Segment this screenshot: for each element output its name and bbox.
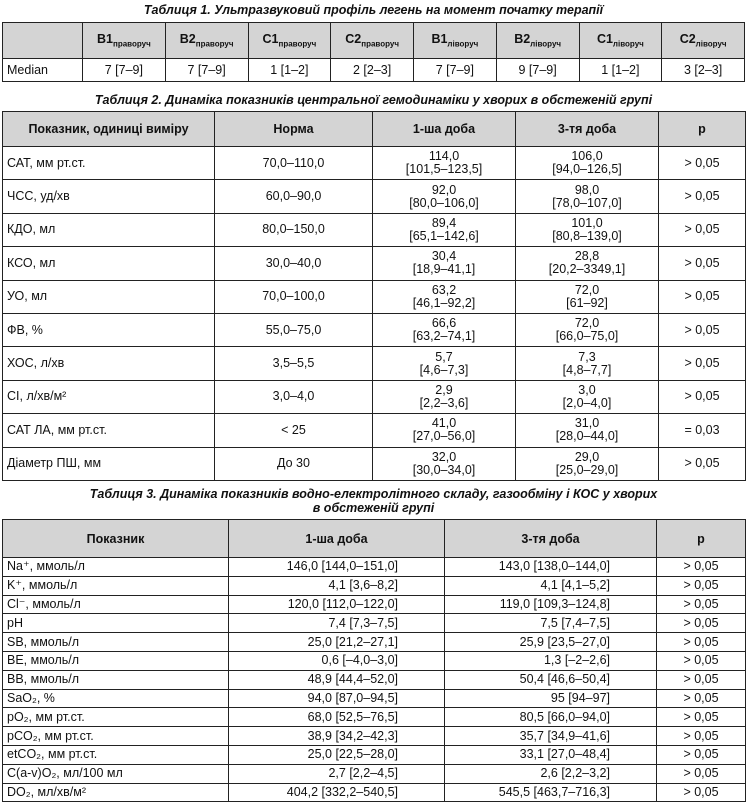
table2-d3-cell [516, 147, 659, 180]
table2-d1-range: [46,1–92,2] [412, 295, 476, 310]
table2-d1-median: 41,0 [431, 416, 457, 431]
table1-header-sub: праворуч [195, 39, 234, 49]
table2-header-cell: Норма [215, 112, 373, 147]
table2-d3-range: [2,0–4,0] [562, 395, 612, 410]
table3-d3-cell: 80,5 [66,0–94,0] [445, 708, 657, 727]
table2-norm-cell: 3,5–5,5 [215, 347, 373, 380]
table3-header-cell: Показник [3, 520, 229, 558]
table2-d3-range: [78,0–107,0] [552, 195, 622, 210]
table1-header-cell [414, 23, 497, 59]
table3-p-cell: > 0,05 [657, 708, 746, 727]
table2-d1-cell [373, 380, 516, 413]
table3-d1-cell: 68,0 [52,5–76,5] [229, 708, 445, 727]
table1-header-main: C1 [262, 32, 279, 47]
table3-p-cell: > 0,05 [657, 614, 746, 633]
table2-d3-median: 98,0 [574, 182, 600, 197]
table2-label-cell: САТ ЛА, мм рт.ст. [3, 414, 215, 447]
table1-value-cell: 7 [7–9] [165, 59, 248, 82]
table2-d3-cell [516, 380, 659, 413]
table2-header-cell: p [659, 112, 746, 147]
table2-d1-range: [18,9–41,1] [412, 262, 476, 277]
table3-d3-cell: 545,5 [463,7–716,3] [445, 783, 657, 802]
table1-header-main: C2 [345, 32, 362, 47]
table3-row [3, 670, 746, 689]
table2-d1-cell [373, 247, 516, 280]
table2-header-cell: Показник, одиниці виміру [3, 112, 215, 147]
table1-header-cell [496, 23, 579, 59]
table3-row [3, 651, 746, 670]
table3-p-cell: > 0,05 [657, 764, 746, 783]
table2-d1-median: 89,4 [431, 215, 457, 230]
table3-p-cell: > 0,05 [657, 783, 746, 802]
table2-row [3, 213, 746, 246]
table2-d3-range: [94,0–126,5] [552, 162, 622, 177]
table3-row [3, 745, 746, 764]
table2-d3-median: 72,0 [574, 282, 600, 297]
table3-p-cell: > 0,05 [657, 651, 746, 670]
table3-row [3, 595, 746, 614]
table2-norm-cell: 3,0–4,0 [215, 380, 373, 413]
table2-d3-median: 7,3 [578, 349, 596, 364]
table2-d3-range: [61–92] [566, 295, 608, 310]
table3-body [3, 558, 746, 802]
table1-value-cell: 1 [1–2] [248, 59, 331, 82]
table2-label-cell: КДО, мл [3, 213, 215, 246]
table3-p-cell: > 0,05 [657, 576, 746, 595]
table2-norm-cell: 30,0–40,0 [215, 247, 373, 280]
table3-label-cell: DO₂, мл/хв/м² [3, 783, 229, 802]
table1-header-cell [579, 23, 662, 59]
table1-row-label: Median [3, 59, 83, 82]
table2-label-cell: САТ, мм рт.ст. [3, 147, 215, 180]
table1-value-cell: 7 [7–9] [414, 59, 497, 82]
table2-d1-range: [30,0–34,0] [412, 462, 476, 477]
table1-header-main: C1 [596, 32, 613, 47]
table2-d1-median: 66,6 [431, 316, 457, 331]
table2-d3-cell [516, 247, 659, 280]
table2-caption: Таблиця 2. Динаміка показників центральної гемодинаміки у хворих в обстеженій групі [94, 93, 653, 107]
table3-d3-cell: 50,4 [46,6–50,4] [445, 670, 657, 689]
table2-d1-median: 63,2 [431, 282, 457, 297]
table3-d3-cell: 25,9 [23,5–27,0] [445, 633, 657, 652]
table2-d3-median: 101,0 [571, 215, 603, 230]
table3-d1-cell: 404,2 [332,2–540,5] [229, 783, 445, 802]
table1-value-cell: 2 [2–3] [331, 59, 414, 82]
table3-label-cell: BE, ммоль/л [3, 651, 229, 670]
table3-header-cell: 3-тя доба [445, 520, 657, 558]
table2-d1-range: [4,6–7,3] [419, 362, 469, 377]
table2-row [3, 147, 746, 180]
table2-norm-cell: 60,0–90,0 [215, 180, 373, 213]
table3-d1-cell: 120,0 [112,0–122,0] [229, 595, 445, 614]
table1-header-main: B2 [179, 32, 196, 47]
table2-d3-median: 31,0 [574, 416, 600, 431]
table2-d1-range: [2,2–3,6] [419, 395, 469, 410]
table2-label-cell: ЧСС, уд/хв [3, 180, 215, 213]
table2-p-cell: > 0,05 [659, 313, 746, 346]
table2-norm-cell: 80,0–150,0 [215, 213, 373, 246]
table2-d1-cell [373, 180, 516, 213]
table1-header-cell [83, 23, 166, 59]
table2-p-cell: > 0,05 [659, 447, 746, 480]
table2-norm-cell: 70,0–100,0 [215, 280, 373, 313]
table3-header-row [3, 520, 746, 558]
table2-p-cell: > 0,05 [659, 247, 746, 280]
table1-value-cell: 1 [1–2] [579, 59, 662, 82]
table3-d3-cell: 4,1 [4,1–5,2] [445, 576, 657, 595]
table2-d1-range: [27,0–56,0] [412, 429, 476, 444]
table2-d1-range: [65,1–142,6] [409, 228, 479, 243]
table2-d3-cell [516, 447, 659, 480]
table3-p-cell: > 0,05 [657, 689, 746, 708]
table3-row [3, 708, 746, 727]
table2-label-cell: CI, л/хв/м² [3, 380, 215, 413]
table1-header-sub: ліворуч [612, 39, 644, 49]
table3-d1-cell: 25,0 [21,2–27,1] [229, 633, 445, 652]
table3-p-cell: > 0,05 [657, 670, 746, 689]
table1-header-main: B1 [97, 32, 113, 47]
table2-d1-cell [373, 213, 516, 246]
table1-header-cell [248, 23, 331, 59]
table2-row [3, 280, 746, 313]
table3-label-cell: Cl⁻, ммоль/л [3, 595, 229, 614]
table1-median-row [3, 59, 745, 82]
table1-value-cell: 3 [2–3] [662, 59, 745, 82]
table3-p-cell: > 0,05 [657, 727, 746, 746]
table3-d3-cell: 119,0 [109,3–124,8] [445, 595, 657, 614]
table3-caption-line2: в обстеженій групі [312, 501, 435, 515]
table3-header-cell: 1-ша доба [229, 520, 445, 558]
table3-d1-cell: 94,0 [87,0–94,5] [229, 689, 445, 708]
table2-d1-cell [373, 347, 516, 380]
table2-header-cell: 3-тя доба [516, 112, 659, 147]
table2-d3-cell [516, 313, 659, 346]
table1-header-main: B1 [431, 32, 448, 47]
table3-d3-cell: 95 [94–97] [445, 689, 657, 708]
table2-d3-cell [516, 280, 659, 313]
table2-d3-range: [4,8–7,7] [562, 362, 612, 377]
table2-row [3, 347, 746, 380]
table3-row [3, 783, 746, 802]
table2-d1-median: 2,9 [435, 382, 453, 397]
table3-p-cell: > 0,05 [657, 745, 746, 764]
table2-d1-median: 114,0 [428, 149, 460, 164]
table2-row [3, 380, 746, 413]
table2-d3-cell [516, 180, 659, 213]
table3-d1-cell: 146,0 [144,0–151,0] [229, 558, 445, 577]
table3-d1-cell: 25,0 [22,5–28,0] [229, 745, 445, 764]
table2-d1-median: 92,0 [431, 182, 457, 197]
table2-d3-range: [66,0–75,0] [555, 329, 619, 344]
table2-norm-cell: До 30 [215, 447, 373, 480]
table1-header-cell [662, 23, 745, 59]
table3-label-cell: C(a-v)O₂, мл/100 мл [3, 764, 229, 783]
table2-label-cell: КСО, мл [3, 247, 215, 280]
table2-d1-median: 32,0 [431, 449, 457, 464]
table2-d1-median: 30,4 [431, 249, 457, 264]
table2-d1-cell [373, 447, 516, 480]
table3-header-cell: p [657, 520, 746, 558]
table2-d3-cell [516, 213, 659, 246]
table2-d3-median: 106,0 [571, 149, 603, 164]
table1-value-cell: 7 [7–9] [83, 59, 166, 82]
table3-p-cell: > 0,05 [657, 595, 746, 614]
table2-d3-range: [25,0–29,0] [555, 462, 619, 477]
table2-d3-median: 28,8 [574, 249, 600, 264]
table3-row [3, 727, 746, 746]
table3-row [3, 576, 746, 595]
table3-row [3, 764, 746, 783]
table1-value-cell: 9 [7–9] [496, 59, 579, 82]
table2-header-cell: 1-ша доба [373, 112, 516, 147]
table2-row [3, 180, 746, 213]
table3-d1-cell: 48,9 [44,4–52,0] [229, 670, 445, 689]
table1-header-sub: ліворуч [447, 39, 479, 49]
table2-d3-range: [28,0–44,0] [555, 429, 619, 444]
table1-header-sub: ліворуч [695, 39, 727, 49]
table2-label-cell: ХОС, л/хв [3, 347, 215, 380]
table2-body [3, 147, 746, 481]
table2-d1-cell [373, 414, 516, 447]
table3-d1-cell: 2,7 [2,2–4,5] [229, 764, 445, 783]
table1-header-main: B2 [514, 32, 531, 47]
table2-d1-median: 5,7 [435, 349, 453, 364]
table3-label-cell: K⁺, ммоль/л [3, 576, 229, 595]
table2-d1-cell [373, 280, 516, 313]
table3-d3-cell: 143,0 [138,0–144,0] [445, 558, 657, 577]
table3-d1-cell: 4,1 [3,6–8,2] [229, 576, 445, 595]
table1-header-sub: праворуч [361, 39, 399, 49]
table3-label-cell: BB, ммоль/л [3, 670, 229, 689]
table2-p-cell: > 0,05 [659, 280, 746, 313]
table3-p-cell: > 0,05 [657, 558, 746, 577]
table1-header-sub: ліворуч [530, 39, 562, 49]
table2 [2, 111, 746, 481]
table3-label-cell: pCO₂, мм рт.ст. [3, 727, 229, 746]
table2-d1-cell [373, 313, 516, 346]
table2-row [3, 247, 746, 280]
table2-d3-cell [516, 414, 659, 447]
table3-row [3, 633, 746, 652]
table2-d3-cell [516, 347, 659, 380]
table3-d1-cell: 0,6 [–4,0–3,0] [229, 651, 445, 670]
table3-label-cell: Na⁺, ммоль/л [3, 558, 229, 577]
table2-p-cell: > 0,05 [659, 347, 746, 380]
table2-p-cell: > 0,05 [659, 213, 746, 246]
table3-d1-cell: 7,4 [7,3–7,5] [229, 614, 445, 633]
table1-header-empty [3, 23, 83, 59]
table3-label-cell: etCO₂, мм рт.ст. [3, 745, 229, 764]
table1-header-sub: праворуч [112, 39, 151, 49]
table2-p-cell: > 0,05 [659, 147, 746, 180]
table3-row [3, 614, 746, 633]
table2-d1-range: [80,0–106,0] [409, 195, 479, 210]
table1-header-cell [331, 23, 414, 59]
table2-row [3, 414, 746, 447]
table2-d3-range: [80,8–139,0] [552, 228, 622, 243]
table1 [2, 22, 745, 82]
table3-row [3, 689, 746, 708]
table2-d1-range: [63,2–74,1] [412, 329, 476, 344]
table3-d3-cell: 2,6 [2,2–3,2] [445, 764, 657, 783]
table3-row [3, 558, 746, 577]
table2-label-cell: ФВ, % [3, 313, 215, 346]
table3-label-cell: SB, ммоль/л [3, 633, 229, 652]
table2-header-row [3, 112, 746, 147]
table3-label-cell: pO₂, мм рт.ст. [3, 708, 229, 727]
table2-d1-cell [373, 147, 516, 180]
table3-d3-cell: 33,1 [27,0–48,4] [445, 745, 657, 764]
table2-d1-range: [101,5–123,5] [405, 162, 483, 177]
table2-norm-cell: 70,0–110,0 [215, 147, 373, 180]
table2-d3-median: 29,0 [574, 449, 600, 464]
table2-d3-median: 72,0 [574, 316, 600, 331]
table2-row [3, 447, 746, 480]
table3-p-cell: > 0,05 [657, 633, 746, 652]
table2-norm-cell: 55,0–75,0 [215, 313, 373, 346]
table1-header-cell [165, 23, 248, 59]
table2-p-cell: > 0,05 [659, 380, 746, 413]
table3-label-cell: pH [3, 614, 229, 633]
table2-d3-range: [20,2–3349,1] [548, 262, 626, 277]
table3 [2, 519, 746, 802]
table1-caption: Таблиця 1. Ультразвуковий профіль легень на момент початку терапії [143, 3, 604, 17]
table2-norm-cell: < 25 [215, 414, 373, 447]
table2-d3-median: 3,0 [578, 382, 596, 397]
table2-p-cell: = 0,03 [659, 414, 746, 447]
table3-d3-cell: 7,5 [7,4–7,5] [445, 614, 657, 633]
table1-header-sub: праворуч [278, 39, 317, 49]
table3-caption-line1: Таблиця 3. Динаміка показників водно-електролітного складу, газообміну і КОС у хворих [89, 487, 658, 501]
table1-header-row [3, 23, 745, 59]
table3-label-cell: SaO₂, % [3, 689, 229, 708]
table2-label-cell: УО, мл [3, 280, 215, 313]
table2-label-cell: Діаметр ПШ, мм [3, 447, 215, 480]
table2-p-cell: > 0,05 [659, 180, 746, 213]
table3-d3-cell: 35,7 [34,9–41,6] [445, 727, 657, 746]
table3-d3-cell: 1,3 [–2–2,6] [445, 651, 657, 670]
table1-header-main: C2 [679, 32, 696, 47]
table2-row [3, 313, 746, 346]
table3-d1-cell: 38,9 [34,2–42,3] [229, 727, 445, 746]
